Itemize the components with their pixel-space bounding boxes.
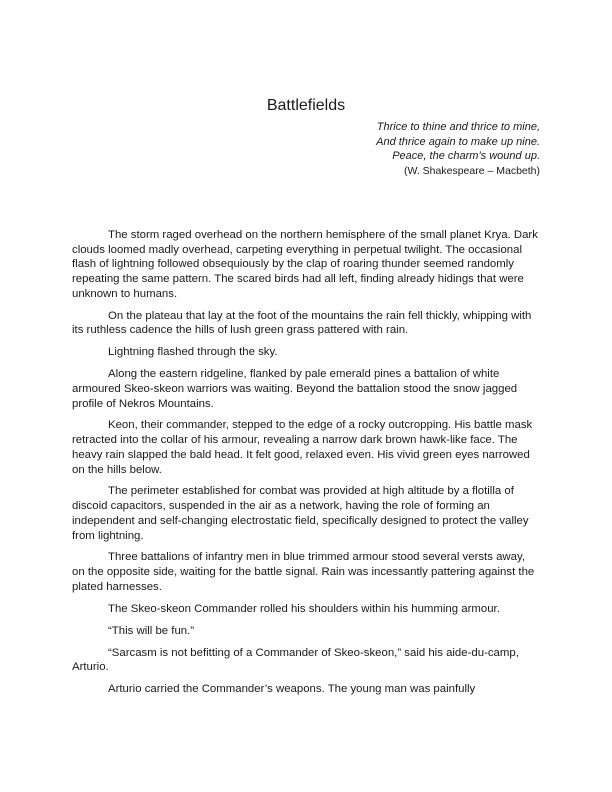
epigraph-line: And thrice again to make up nine. <box>376 135 540 148</box>
paragraph: Along the eastern ridgeline, flanked by pale emerald pines a battalion of white armoured Skeo-skeon warriors was waiting. Beyond the battalion stood the snow jagged profile of Nekros Mountains. <box>72 368 518 410</box>
paragraph: On the plateau that lay at the foot of the mountains the rain fell thickly, whipping with its ruthless cadence the hills of lush green grass pattered with rain. <box>72 309 532 337</box>
paragraph: Three battalions of infantry men in blue trimmed armour stood several versts away, on the opposite side, waiting for the battle signal. Rain was incessantly pattering against the plated harnesses. <box>72 551 535 593</box>
paragraph: Arturio carried the Commander’s weapons. The young man was painfully <box>108 683 476 696</box>
paragraph: Keon, their commander, stepped to the edge of a rocky outcropping. His battle mask retracted into the collar of his armour, revealing a narrow dark brown hawk-like face. The heavy rain slapped the bald head. It felt good, relaxed even. His vivid green eyes narrowed on the hills below. <box>72 419 533 476</box>
epigraph-line: Peace, the charm’s wound up. <box>392 150 540 163</box>
document-page <box>72 0 540 792</box>
epigraph-line: Thrice to thine and thrice to mine, <box>376 121 540 133</box>
paragraph: Lightning flashed through the sky. <box>108 346 278 359</box>
paragraph: The Skeo-skeon Commander rolled his shoulders within his humming armour. <box>108 602 500 615</box>
epigraph-attribution: (W. Shakespeare – Macbeth) <box>404 164 540 177</box>
paragraph: The perimeter established for combat was provided at high altitude by a flotilla of discoid capacitors, suspended in the air as a network, having the role of forming an independent and self-changing electrostatic field, specifically designed to protect the valley from lightning. <box>72 485 529 542</box>
paragraph: “This will be fun.” <box>108 624 195 637</box>
paragraph: “Sarcasm is not befitting of a Commander of Skeo-skeon,” said his aide-du-camp, Arturio. <box>72 646 519 674</box>
paragraph: The storm raged overhead on the northern hemisphere of the small planet Krya. Dark clouds loomed madly overhead, carpeting everything in perpetual twilight. The occasional flash of lightning followed obsequiously by the clap of roaring thunder seemed randomly repeating the same pattern. The scared birds had all left, finding already hidings that were unknown to humans. <box>72 229 538 300</box>
epigraph <box>240 120 540 178</box>
document-title: Battlefields <box>266 97 346 114</box>
story-body <box>72 228 540 704</box>
